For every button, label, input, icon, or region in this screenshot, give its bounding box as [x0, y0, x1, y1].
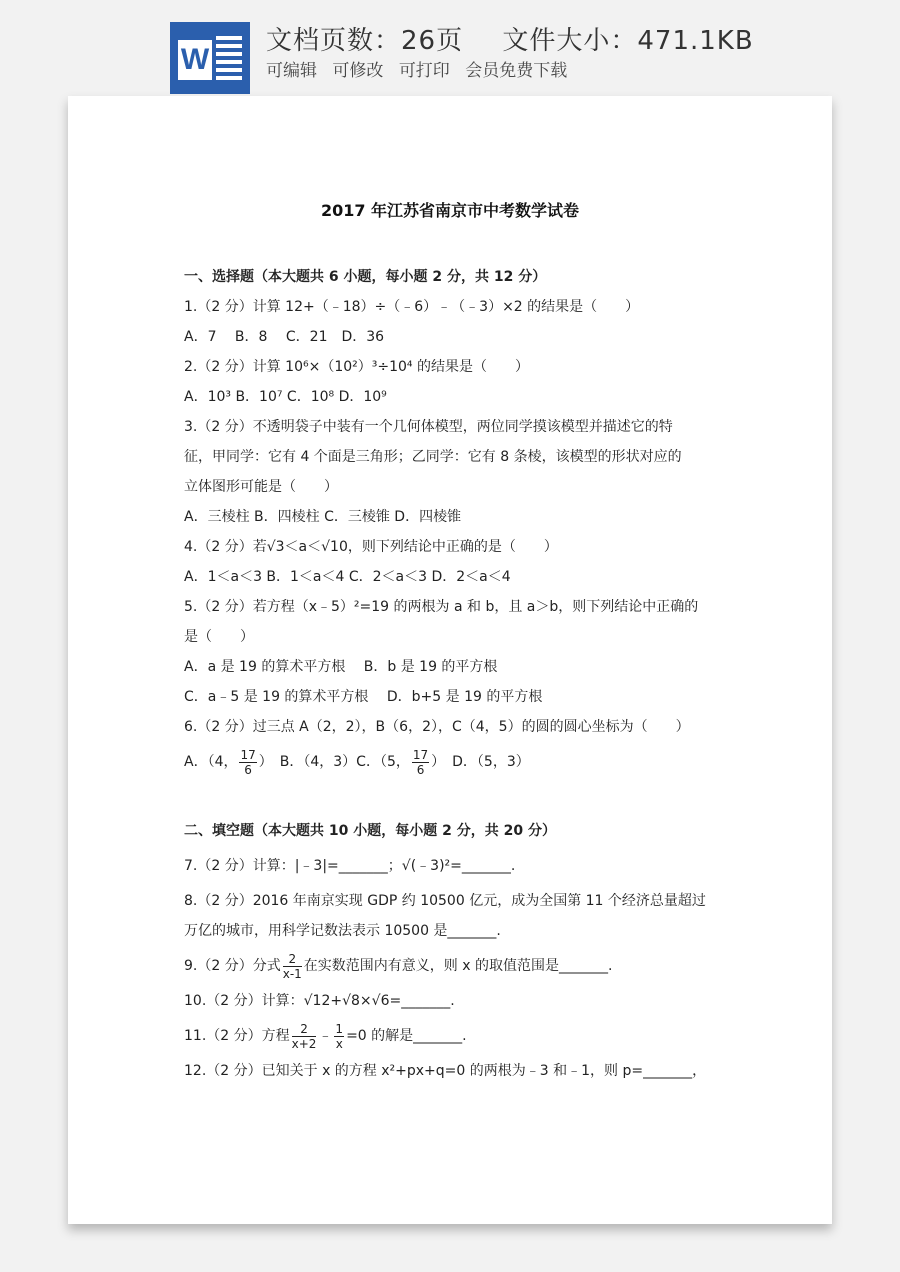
feature-editable: 可编辑: [266, 61, 317, 81]
document-page: [68, 96, 832, 1224]
word-lines-icon: [216, 36, 242, 84]
question-line-q9: [184, 946, 724, 986]
q11-prefix: 11.（2 分）方程: [184, 1028, 290, 1044]
question-line: 7.（2 分）计算：|﹣3|=_______；√(﹣3)²=_______.: [184, 858, 516, 874]
question-line: 征，甲同学：它有 4 个面是三角形；乙同学：它有 8 条棱，该模型的形状对应的: [184, 449, 682, 465]
section-heading-2: 二、填空题（本大题共 10 小题，每小题 2 分，共 20 分）: [184, 823, 556, 839]
feature-member-download: 会员免费下载: [465, 61, 568, 81]
feature-printable: 可打印: [398, 61, 450, 81]
option-a-suffix: ） B．（4，3）C．（5，: [258, 754, 410, 770]
fraction-numerator: 2: [283, 952, 302, 967]
fraction: [283, 952, 302, 981]
answer-options: A．a 是 19 的算术平方根 B．b 是 19 的平方根: [184, 659, 498, 675]
option-c-suffix: ） D．（5，3）: [431, 754, 530, 770]
file-size: 文件大小：471.1KB: [502, 26, 754, 56]
fraction-numerator: 17: [412, 747, 429, 762]
fraction-denominator: x: [335, 1036, 343, 1051]
spacer: [184, 782, 724, 816]
fraction-denominator: x+2: [291, 1036, 317, 1051]
fraction-numerator: 2: [292, 1022, 317, 1037]
word-document-icon: [170, 22, 250, 94]
q9-prefix: 9.（2 分）分式: [184, 958, 281, 974]
fraction: [292, 1022, 317, 1051]
question-line: 6.（2 分）过三点 A（2，2），B（6，2），C（4，5）的圆的圆心坐标为（ ）: [184, 719, 690, 735]
question-line: 8.（2 分）2016 年南京实现 GDP 约 10500 亿元，成为全国第 11 个经济总量超过: [184, 893, 706, 909]
document-title: 2017 年江苏省南京市中考数学试卷: [320, 201, 580, 220]
header: [0, 0, 900, 96]
question-line: 2.（2 分）计算 10⁶×（10²）³÷10⁴ 的结果是（ ）: [184, 359, 529, 375]
fraction: [239, 748, 256, 777]
fraction-denominator: 6: [416, 762, 425, 777]
question-line: 4.（2 分）若√3＜a＜√10，则下列结论中正确的是（ ）: [184, 539, 558, 555]
answer-options: A．1＜a＜3 B．1＜a＜4 C．2＜a＜3 D．2＜a＜4: [184, 569, 511, 585]
fraction-numerator: 17: [240, 747, 256, 762]
file-info: [266, 20, 784, 57]
answer-options: A．10³ B．10⁷ C．10⁸ D．10⁹: [184, 389, 387, 405]
document-body: [184, 262, 724, 1086]
question-line: 3.（2 分）不透明袋子中装有一个几何体模型，两位同学摸该模型并描述它的特: [184, 419, 673, 435]
question-line: 5.（2 分）若方程（x﹣5）²=19 的两根为 a 和 b，且 a＞b，则下列结论中正确的: [184, 599, 699, 615]
answer-options: A．7 B．8 C．21 D．36: [184, 329, 385, 345]
question-line: 万亿的城市，用科学记数法表示 10500 是_______.: [184, 923, 501, 939]
question-line: 是（ ）: [184, 629, 254, 645]
fraction-denominator: x-1: [282, 966, 302, 981]
question-line: 立体图形可能是（ ）: [184, 479, 338, 495]
q11-suffix: =0 的解是_______.: [346, 1028, 467, 1044]
q9-suffix: 在实数范围内有意义，则 x 的取值范围是_______.: [303, 958, 613, 974]
answer-options: C．a﹣5 是 19 的算术平方根 D．b+5 是 19 的平方根: [184, 689, 543, 705]
question-line: 1.（2 分）计算 12+（﹣18）÷（﹣6）﹣（﹣3）×2 的结果是（ ）: [184, 299, 640, 315]
page-count: 文档页数：26页: [266, 26, 464, 56]
fraction-numerator: 1: [335, 1021, 344, 1036]
minus-sign: ﹣: [318, 1028, 333, 1044]
question-line-q11: [184, 1016, 724, 1056]
feature-list: [266, 56, 577, 81]
feature-modifiable: 可修改: [332, 61, 384, 81]
section-heading-1: 一、选择题（本大题共 6 小题，每小题 2 分，共 12 分）: [184, 269, 547, 285]
answer-options: A．三棱柱 B．四棱柱 C．三棱锥 D．四棱锥: [184, 509, 462, 525]
fraction: [412, 748, 429, 777]
question-line: 10.（2 分）计算：√12+√8×√6=_______.: [184, 993, 455, 1009]
fraction-denominator: 6: [244, 762, 252, 777]
word-letter: W: [178, 40, 212, 80]
option-a-prefix: A．（4，: [184, 754, 238, 770]
question-line: 12.（2 分）已知关于 x 的方程 x²+px+q=0 的两根为﹣3 和﹣1，则 p=_______，: [184, 1063, 707, 1079]
fraction: [334, 1022, 344, 1051]
answer-options-q6: [184, 742, 724, 782]
